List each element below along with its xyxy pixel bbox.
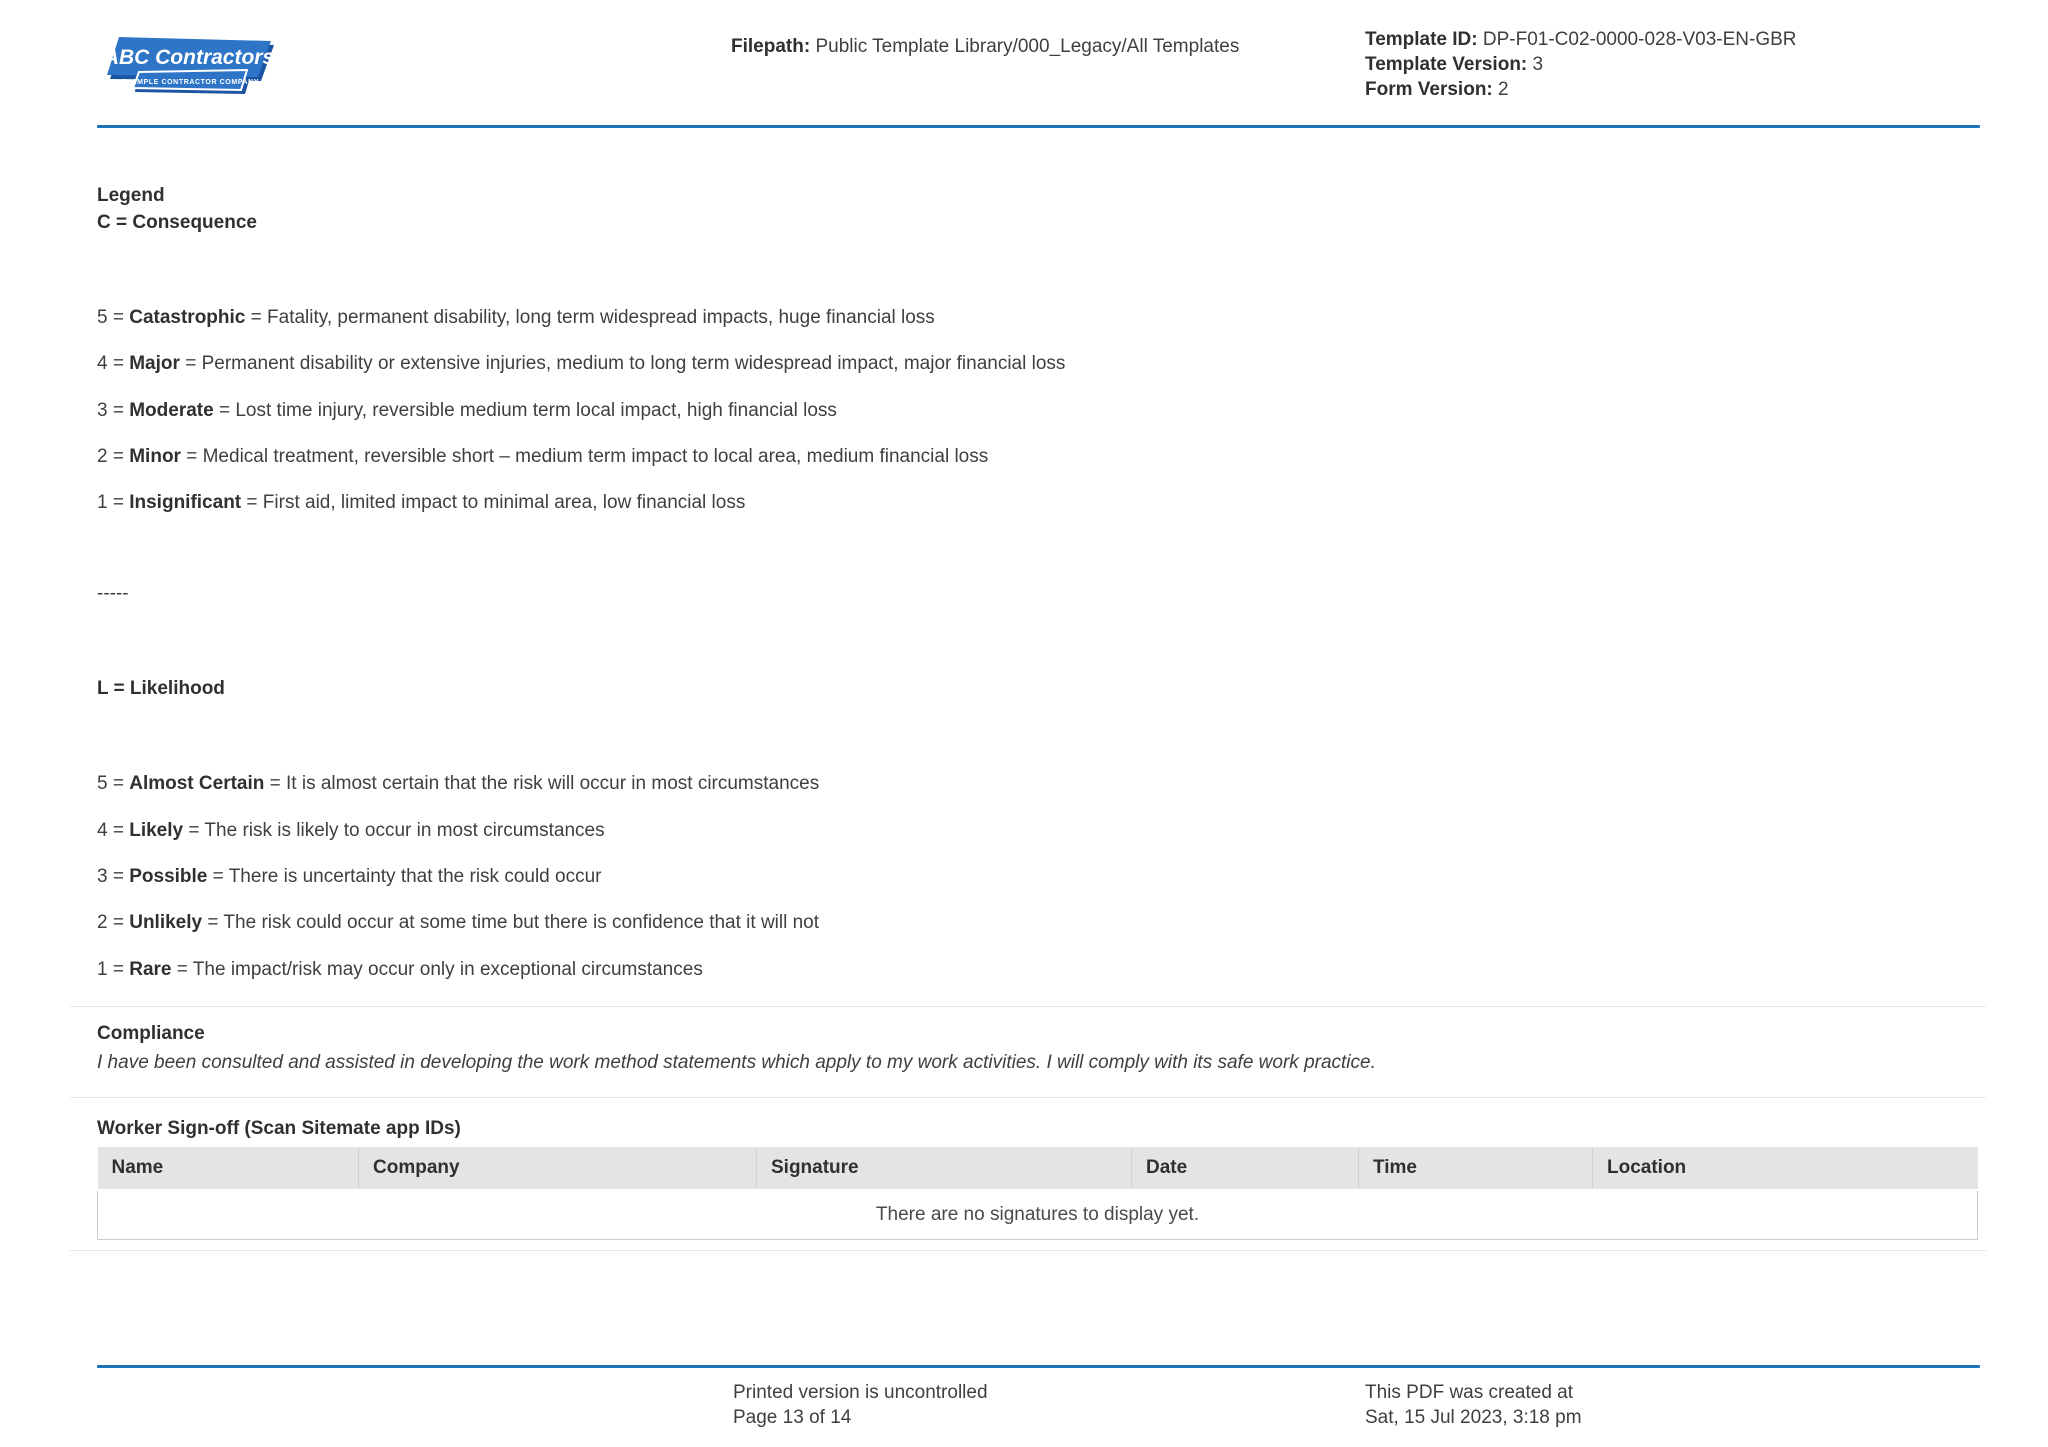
item-description: = Medical treatment, reversible short – medium term impact to local area, medium financial loss <box>180 446 989 467</box>
item-prefix: 4 = <box>97 820 130 841</box>
filepath <box>731 36 1239 58</box>
item-term: Possible <box>129 866 208 887</box>
legend-title: Legend <box>97 185 165 206</box>
form-version-label: Form Version: <box>1365 79 1493 100</box>
likelihood-item <box>97 866 601 888</box>
item-description: = The impact/risk may occur only in exceptional circumstances <box>171 959 703 980</box>
item-prefix: 2 = <box>97 912 130 933</box>
item-description: = There is uncertainty that the risk could occur <box>207 866 602 887</box>
item-term: Major <box>129 353 180 374</box>
filepath-label: Filepath: <box>731 36 811 57</box>
item-prefix: 2 = <box>97 446 130 467</box>
item-description: = The risk is likely to occur in most circumstances <box>183 820 605 841</box>
item-prefix: 1 = <box>97 492 130 513</box>
consequence-item <box>97 400 837 422</box>
template-id-line <box>1365 27 1797 52</box>
signoff-empty-message: There are no signatures to display yet. <box>98 1190 1978 1240</box>
section-divider <box>70 1006 1986 1007</box>
legend-separator: ----- <box>97 583 129 604</box>
footer-uncontrolled-note: Printed version is uncontrolled <box>733 1382 988 1403</box>
signoff-heading: Worker Sign-off (Scan Sitemate app IDs) <box>97 1118 461 1139</box>
template-version-label: Template Version: <box>1365 54 1528 75</box>
filepath-value: Public Template Library/000_Legacy/All Templates <box>815 36 1240 57</box>
form-version-value: 2 <box>1498 79 1509 100</box>
item-prefix: 5 = <box>97 307 130 328</box>
item-term: Minor <box>129 446 181 467</box>
item-term: Likely <box>129 820 184 841</box>
item-term: Moderate <box>129 400 214 421</box>
consequence-item <box>97 492 745 514</box>
form-version-line <box>1365 77 1797 102</box>
column-header-company: Company <box>359 1147 757 1190</box>
likelihood-item <box>97 773 819 795</box>
compliance-heading: Compliance <box>97 1023 205 1044</box>
logo-subtitle: EXAMPLE CONTRACTOR COMPANY <box>120 79 260 86</box>
abc-contractors-logo-icon <box>95 32 275 98</box>
column-header-signature: Signature <box>757 1147 1132 1190</box>
company-logo <box>95 32 275 98</box>
item-description: = Lost time injury, reversible medium term local impact, high financial loss <box>213 400 837 421</box>
likelihood-heading: L = Likelihood <box>97 678 225 699</box>
column-header-name: Name <box>98 1147 359 1190</box>
template-id-value: DP-F01-C02-0000-028-V03-EN-GBR <box>1482 29 1797 50</box>
logo-title: ABC Contractors <box>103 46 275 69</box>
footer-created-timestamp: Sat, 15 Jul 2023, 3:18 pm <box>1365 1407 1582 1428</box>
item-prefix: 3 = <box>97 866 130 887</box>
footer-divider-rule <box>97 1365 1980 1368</box>
item-description: = Permanent disability or extensive injuries, medium to long term widespread impact, major financial loss <box>179 353 1066 374</box>
item-description: = It is almost certain that the risk will occur in most circumstances <box>264 773 820 794</box>
footer-created-label: This PDF was created at <box>1365 1382 1574 1403</box>
likelihood-item <box>97 959 703 981</box>
column-header-location: Location <box>1593 1147 1978 1190</box>
section-divider <box>70 1097 1986 1098</box>
item-term: Catastrophic <box>129 307 246 328</box>
item-term: Unlikely <box>129 912 203 933</box>
column-header-time: Time <box>1359 1147 1593 1190</box>
footer-right <box>1365 1380 1582 1430</box>
item-prefix: 4 = <box>97 353 130 374</box>
template-version-value: 3 <box>1532 54 1544 75</box>
template-version-line <box>1365 52 1797 77</box>
signoff-table-header-row <box>98 1147 1978 1190</box>
footer-left <box>733 1380 988 1430</box>
signoff-empty-row <box>98 1190 1978 1240</box>
consequence-heading: C = Consequence <box>97 212 257 233</box>
consequence-item <box>97 446 988 468</box>
item-description: = First aid, limited impact to minimal area, low financial loss <box>241 492 746 513</box>
item-term: Insignificant <box>129 492 242 513</box>
consequence-item <box>97 307 935 329</box>
item-prefix: 3 = <box>97 400 130 421</box>
compliance-statement: I have been consulted and assisted in developing the work method statements which apply to my work activities. I will comply with its safe work practice. <box>97 1052 1376 1073</box>
consequence-item <box>97 353 1065 375</box>
likelihood-item <box>97 912 819 934</box>
item-description: = The risk could occur at some time but there is confidence that it will not <box>202 912 820 933</box>
template-meta <box>1365 27 1797 102</box>
header-divider-rule <box>97 125 1980 128</box>
section-divider <box>70 1250 1986 1251</box>
item-description: = Fatality, permanent disability, long term widespread impacts, huge financial loss <box>245 307 935 328</box>
item-term: Almost Certain <box>129 773 265 794</box>
item-term: Rare <box>129 959 172 980</box>
likelihood-item <box>97 820 605 842</box>
footer-page-number: Page 13 of 14 <box>733 1407 852 1428</box>
item-prefix: 1 = <box>97 959 130 980</box>
column-header-date: Date <box>1132 1147 1359 1190</box>
template-id-label: Template ID: <box>1365 29 1478 50</box>
signoff-table <box>97 1147 1978 1240</box>
item-prefix: 5 = <box>97 773 130 794</box>
